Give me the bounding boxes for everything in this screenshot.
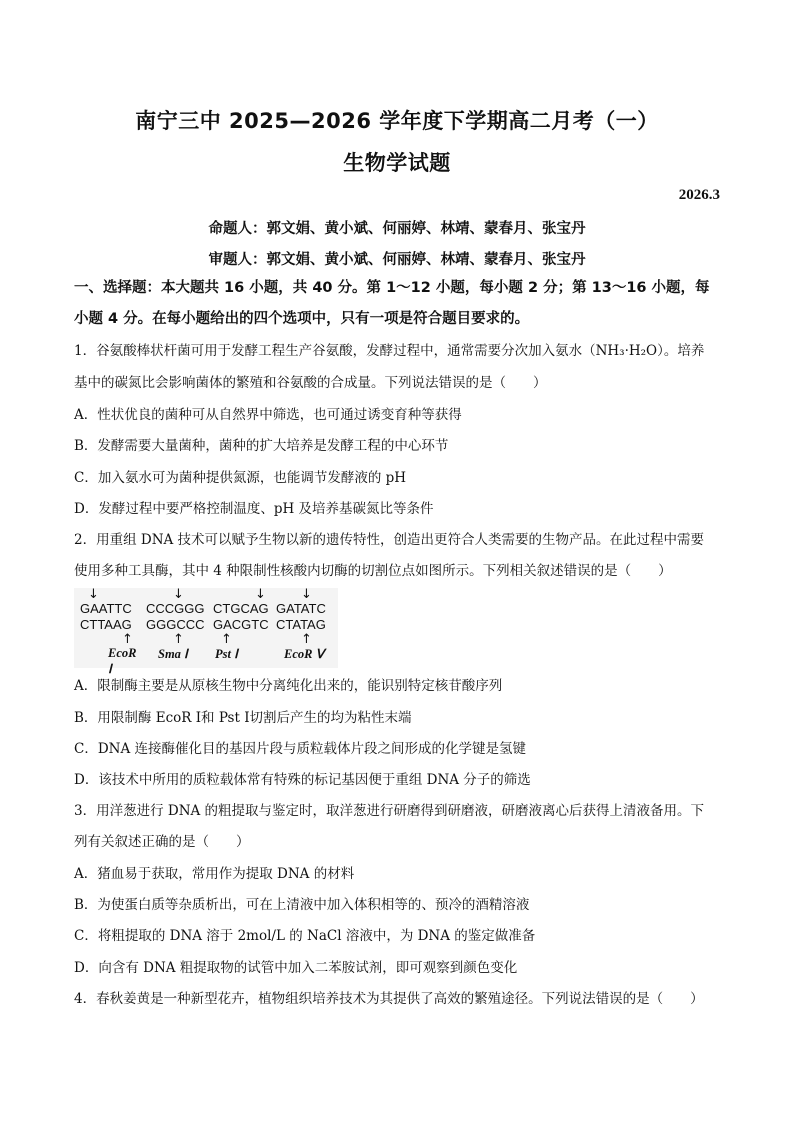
restriction-sites-figure <box>74 587 338 676</box>
q2-option-b: B．用限制酶 EcoR Ⅰ和 Pst Ⅰ切割后产生的均为粘性末端 <box>74 710 412 726</box>
site-smai <box>146 588 210 662</box>
setters-line: 命题人：郭文娟、黄小斌、何丽婷、林靖、蒙春月、张宝丹 <box>208 221 586 237</box>
up-arrow-icon: ↑ <box>173 632 184 647</box>
site-top-strand: CCCGGG <box>146 601 205 616</box>
q1-option-d: D．发酵过程中要严格控制温度、pH 及培养基碳氮比等条件 <box>74 501 434 517</box>
site-bottom-strand: GACGTC <box>213 617 269 632</box>
q4-stem-line-1: 4．春秋姜黄是一种新型花卉，植物组织培养技术为其提供了高效的繁殖途径。下列说法错误的是（ ） <box>74 991 704 1007</box>
down-arrow-icon: ↓ <box>88 587 99 602</box>
q2-stem-line-2: 使用多种工具酶，其中 4 种限制性核酸内切酶的切割位点如图所示。下列相关叙述错误的是（ ） <box>74 563 672 579</box>
site-top-strand: CTGCAG <box>213 601 269 616</box>
down-arrow-icon: ↓ <box>255 587 266 602</box>
enzyme-label: Pst Ⅰ <box>215 647 238 661</box>
down-arrow-icon: ↓ <box>301 587 312 602</box>
q2-option-c: C．DNA 连接酶催化目的基因片段与质粒载体片段之间形成的化学键是氢键 <box>74 741 527 757</box>
site-bottom-strand: GGGCCC <box>146 617 205 632</box>
exam-subtitle: 生物学试题 <box>343 151 451 175</box>
site-ecorv <box>276 588 338 662</box>
q2-option-a: A．限制酶主要是从原核生物中分离纯化出来的，能识别特定核苷酸序列 <box>74 678 503 694</box>
q1-option-c: C．加入氨水可为菌种提供氮源，也能调节发酵液的 pH <box>74 470 407 486</box>
enzyme-label: Sma Ⅰ <box>158 647 188 661</box>
section-heading-line-1: 一、选择题：本大题共 16 小题，共 40 分。第 1～12 小题，每小题 2 分；第 13～16 小题，每 <box>74 280 710 296</box>
enzyme-label: EcoR Ⅰ <box>108 646 137 676</box>
site-ecori <box>80 588 140 677</box>
q3-option-a: A．猪血易于获取，常用作为提取 DNA 的材料 <box>74 866 355 882</box>
reviewers-line: 审题人：郭文娟、黄小斌、何丽婷、林靖、蒙春月、张宝丹 <box>208 252 586 268</box>
site-psti <box>213 588 275 662</box>
site-top-strand: GAATTC <box>80 601 132 616</box>
q1-stem-line-2: 基中的碳氮比会影响菌体的繁殖和谷氨酸的合成量。下列说法错误的是（ ） <box>74 375 547 391</box>
q2-stem-line-1: 2．用重组 DNA 技术可以赋予生物以新的遗传特性，创造出更符合人类需要的生物产品。在此过程中需要 <box>74 532 705 548</box>
q3-option-c: C．将粗提取的 DNA 溶于 2mol/L 的 NaCl 溶液中，为 DNA 的鉴定做准备 <box>74 928 536 944</box>
q3-option-b: B．为使蛋白质等杂质析出，可在上清液中加入体积相等的、预冷的酒精溶液 <box>74 897 530 913</box>
q3-stem-line-1: 3．用洋葱进行 DNA 的粗提取与鉴定时，取洋葱进行研磨得到研磨液，研磨液离心后获得上清液备用。下 <box>74 803 705 819</box>
site-bottom-strand: CTATAG <box>276 617 326 632</box>
q3-option-d: D．向含有 DNA 粗提取物的试管中加入二苯胺试剂，即可观察到颜色变化 <box>74 960 518 976</box>
up-arrow-icon: ↑ <box>122 632 133 647</box>
section-heading <box>74 273 724 335</box>
enzyme-label: EcoR Ⅴ <box>284 647 325 661</box>
section-heading-line-2: 小题 4 分。在每小题给出的四个选项中，只有一项是符合题目要求的。 <box>74 311 530 327</box>
exam-date: 2026.3 <box>678 187 720 203</box>
site-bottom-strand: CTTAAG <box>80 617 132 632</box>
site-top-strand: GATATC <box>276 601 326 616</box>
exam-title: 南宁三中 2025—2026 学年度下学期高二月考（一） <box>135 109 659 133</box>
q1-option-b: B．发酵需要大量菌种，菌种的扩大培养是发酵工程的中心环节 <box>74 438 449 454</box>
q1-option-a: A．性状优良的菌种可从自然界中筛选，也可通过诱变育种等获得 <box>74 407 462 423</box>
up-arrow-icon: ↑ <box>301 632 312 647</box>
down-arrow-icon: ↓ <box>173 587 184 602</box>
q3-stem-line-2: 列有关叙述正确的是（ ） <box>74 834 250 850</box>
q1-stem-line-1: 1．谷氨酸棒状杆菌可用于发酵工程生产谷氨酸，发酵过程中，通常需要分次加入氨水（NH₃·H₂O）。培养 <box>74 343 705 359</box>
up-arrow-icon: ↑ <box>221 632 232 647</box>
q2-option-d: D．该技术中所用的质粒载体常有特殊的标记基因便于重组 DNA 分子的筛选 <box>74 772 531 788</box>
